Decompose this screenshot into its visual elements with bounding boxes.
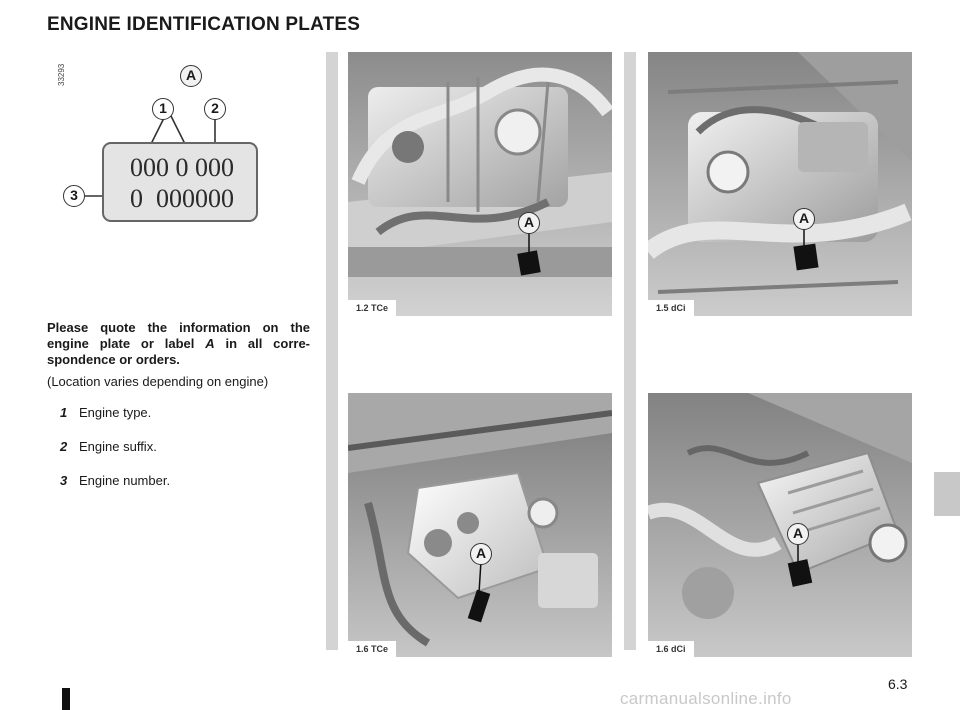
- engine-photo-1-5-dci: [648, 52, 912, 316]
- intro-text: in all corre-spondence or orders.: [47, 336, 310, 367]
- engine-bay-illustration: [348, 393, 612, 657]
- engine-photo-1-6-dci: [648, 393, 912, 657]
- label-a-callout: A: [470, 543, 492, 565]
- column-divider: [624, 52, 636, 650]
- engine-photo-1-6-tce: [348, 393, 612, 657]
- page-marker: [62, 688, 70, 710]
- engine-label: 1.6 TCe: [348, 641, 396, 657]
- column-divider: [326, 52, 338, 650]
- engine-label: 1.5 dCi: [648, 300, 694, 316]
- plate-location-marker: [793, 244, 818, 271]
- engine-bay-illustration: [348, 52, 612, 316]
- location-note: (Location varies depending on engine): [47, 374, 269, 389]
- watermark: carmanualsonline.info: [620, 689, 792, 708]
- section-tab: [934, 472, 960, 516]
- engine-photo-1-2-tce: [348, 52, 612, 316]
- diagram-reference: 33293: [57, 63, 66, 86]
- list-item: 2 Engine suffix.: [60, 439, 157, 454]
- plate-line-2: 0 000000: [130, 184, 234, 213]
- engine-bay-illustration: [648, 393, 912, 657]
- engine-label: 1.6 dCi: [648, 641, 694, 657]
- label-a-callout: A: [787, 523, 809, 545]
- plate-line-1: 000 0 000: [130, 153, 234, 182]
- intro-paragraph: [47, 320, 310, 368]
- intro-text: Please quote the information on the engine plate or label: [47, 320, 310, 351]
- engine-bay-illustration: [648, 52, 912, 316]
- engine-plate: [102, 142, 258, 222]
- plate-location-marker: [517, 250, 541, 275]
- intro-label-reference: A: [205, 336, 215, 351]
- engine-label: 1.2 TCe: [348, 300, 396, 316]
- label-a-callout: A: [180, 65, 202, 87]
- label-a-callout: A: [793, 208, 815, 230]
- plate-legend: [60, 405, 170, 507]
- callout-3: 3: [63, 185, 85, 207]
- label-a-callout: A: [518, 212, 540, 234]
- callout-2: 2: [204, 98, 226, 120]
- callout-1: 1: [152, 98, 174, 120]
- page-number: 6.3: [888, 676, 908, 692]
- list-item: 3 Engine number.: [60, 473, 171, 488]
- list-item: 1 Engine type.: [60, 405, 152, 420]
- plate-diagram: [55, 55, 285, 240]
- page-title: ENGINE IDENTIFICATION PLATES: [47, 14, 361, 35]
